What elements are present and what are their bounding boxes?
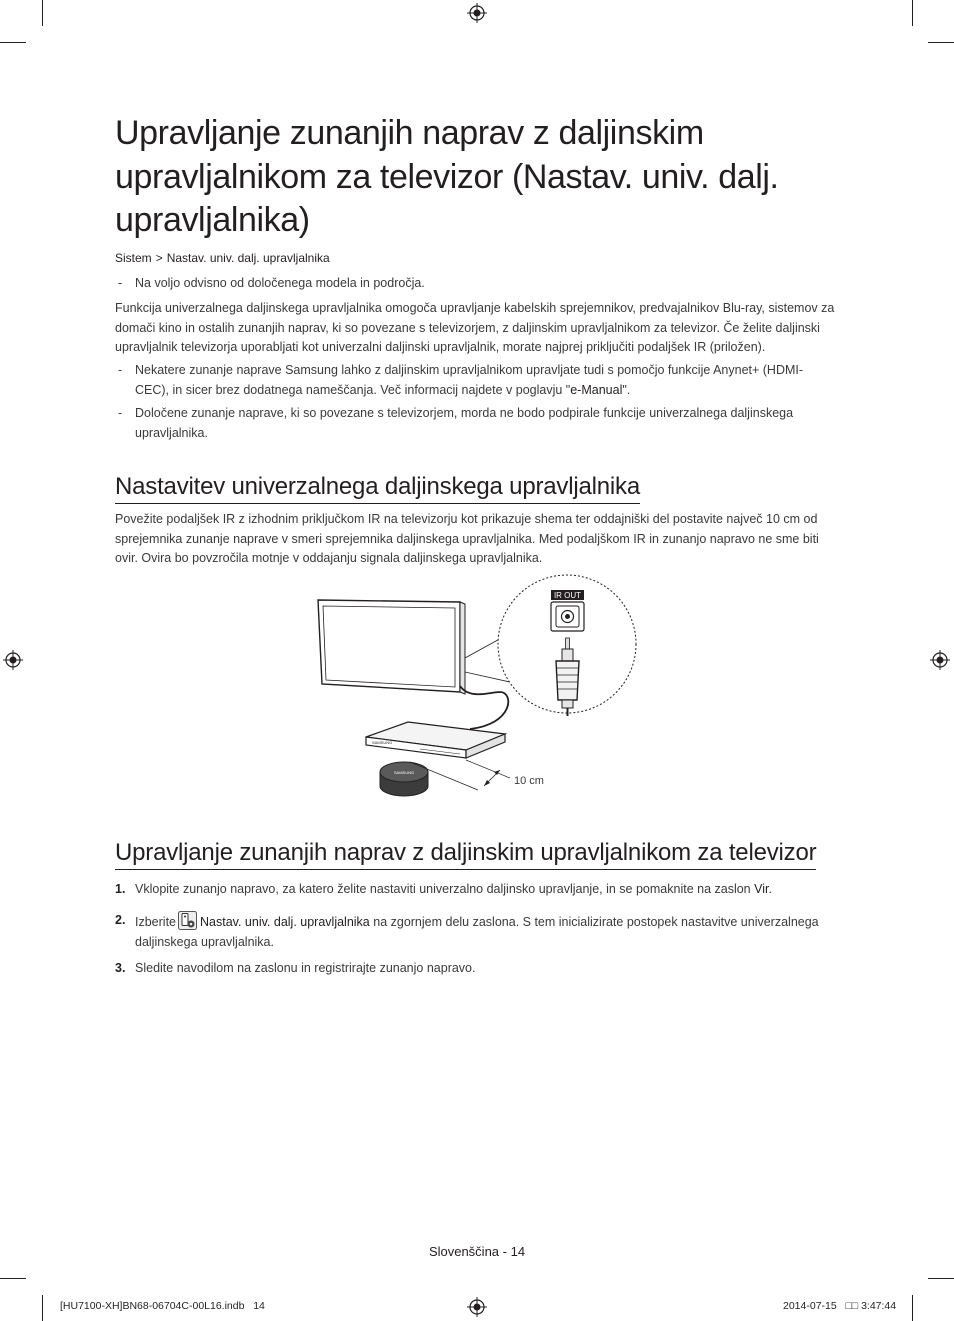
e-manual-link[interactable]: e-Manual (570, 382, 623, 397)
registration-mark-icon (3, 650, 23, 670)
menu-path (115, 251, 330, 265)
setup-paragraph: Povežite podaljšek IR z izhodnim priključkom IR na televizorju kot prikazuje shema ter oddajniški del postavite največ 10 cm od sprejemnika zunanje naprave v smeri sprejemnika daljinskega upravljalnika. Med podaljškom IR in zunanjo napravo ne sme biti ovir. Ovira bo povzročila motnje v oddajanju signala daljinskega upravljalnika. (115, 512, 819, 565)
page-title: Upravljanje zunanjih naprav z daljinskim upravljalnikom za televizor (Nastav. univ. dalj. upravljalnika) (115, 114, 779, 239)
distance-label: 10 cm (514, 775, 544, 787)
step-1: 1. Vklopite zunanjo napravo, za katero želite nastaviti univerzalno daljinsko upravljanje, in se pomaknite na zaslon Vir. (115, 880, 840, 900)
tv-illustration (318, 600, 465, 694)
registration-mark-icon (930, 650, 950, 670)
step-3 (115, 959, 840, 979)
note-compatibility-text: Določene zunanje naprave, ki so povezane s televizorjem, morda ne bodo podpirale funkcije univerzalnega daljinskega upravljalnika. (135, 406, 794, 440)
external-device-illustration (366, 722, 505, 758)
print-file-info: [HU7100-XH]BN68-06704C-00L16.indb 14 (60, 1300, 265, 1312)
menu-path-first: Sistem (115, 251, 152, 265)
universal-remote-setup-icon (178, 911, 197, 930)
registration-mark-icon (467, 3, 487, 23)
crop-mark (0, 1278, 26, 1279)
svg-text:SAMSUNG: SAMSUNG (393, 770, 415, 775)
crop-mark (912, 1295, 913, 1321)
step-3-text: Sledite navodilom na zaslonu in registrirajte zunanjo napravo. (135, 961, 476, 975)
crop-mark (42, 1295, 43, 1321)
setup-menu-name: Nastav. univ. dalj. upravljalnika (200, 915, 370, 929)
ir-out-label: IR OUT (553, 591, 582, 600)
note-compatibility: - Določene zunanje naprave, ki so povezane s televizorjem, morda ne bodo podpirale funkcije univerzalnega daljinskega upravljalnika. (115, 404, 835, 443)
note-availability: - Na voljo odvisno od določenega modela in področja. (115, 274, 835, 294)
svg-text:SAMSUNG: SAMSUNG (372, 740, 393, 745)
crop-mark (928, 42, 954, 43)
menu-path-second: Nastav. univ. dalj. upravljalnika (166, 251, 330, 265)
ir-extender-diagram (300, 574, 650, 804)
ir-blaster-illustration (380, 762, 428, 796)
note-anynet-text: Nekatere zunanje naprave Samsung lahko z daljinskim upravljalnikom upravljate tudi s pomočjo funkcije Anynet+ (HDMI-CEC), in sicer brez dodatnega nameščanja. Več informacij najdete v poglavju " (135, 363, 804, 397)
step-number: 3. (115, 961, 126, 975)
step-number: 1. (115, 882, 126, 896)
note-anynet: - Nekatere zunanje naprave Samsung lahko z daljinskim upravljalnikom upravljate tudi s pomočjo funkcije Anynet+ (HDMI-CEC), in sicer brez dodatnega nameščanja. Več informacij najdete v poglavju "e-Manual". (118, 363, 804, 397)
crop-mark (42, 0, 43, 26)
menu-path-separator: > (155, 251, 163, 265)
section-heading-setup: Nastavitev univerzalnega daljinskega upravljalnika (115, 472, 640, 504)
section-heading-control: Upravljanje zunanjih naprav z daljinskim upravljalnikom za televizor (115, 838, 816, 870)
intro-paragraph: Funkcija univerzalnega daljinskega upravljalnika omogoča upravljanje kabelskih sprejemnikov, predvajalnikov Blu-ray, sistemov za domači kino in ostalih zunanjih naprav, ki so povezane s televizorjem, z daljinskim upravljalnikom za televizor. Če želite daljinski upravljalnik televizorja uporabljati kot univerzalni daljinski upravljalnik, morate najprej priključiti podaljšek IR (priložen). (115, 301, 835, 354)
crop-mark (0, 42, 26, 43)
crop-mark (928, 1278, 954, 1279)
print-date-info: 2014-07-15 □□ 3:47:44 (783, 1300, 897, 1312)
page-number: Slovenščina - 14 (428, 1244, 526, 1259)
crop-mark (912, 0, 913, 26)
step-number: 2. (115, 913, 126, 927)
step-2: 2. Izberite Nastav. univ. dalj. upravljalnika na zgornjem delu zaslona. S tem inicializirate postopek nastavitve univerzalnega daljinskega upravljalnika. (115, 913, 819, 949)
note-availability-text: Na voljo odvisno od določenega modela in področja. (135, 276, 425, 290)
source-screen-name: Vir (754, 882, 769, 896)
registration-mark-icon (467, 1297, 487, 1317)
